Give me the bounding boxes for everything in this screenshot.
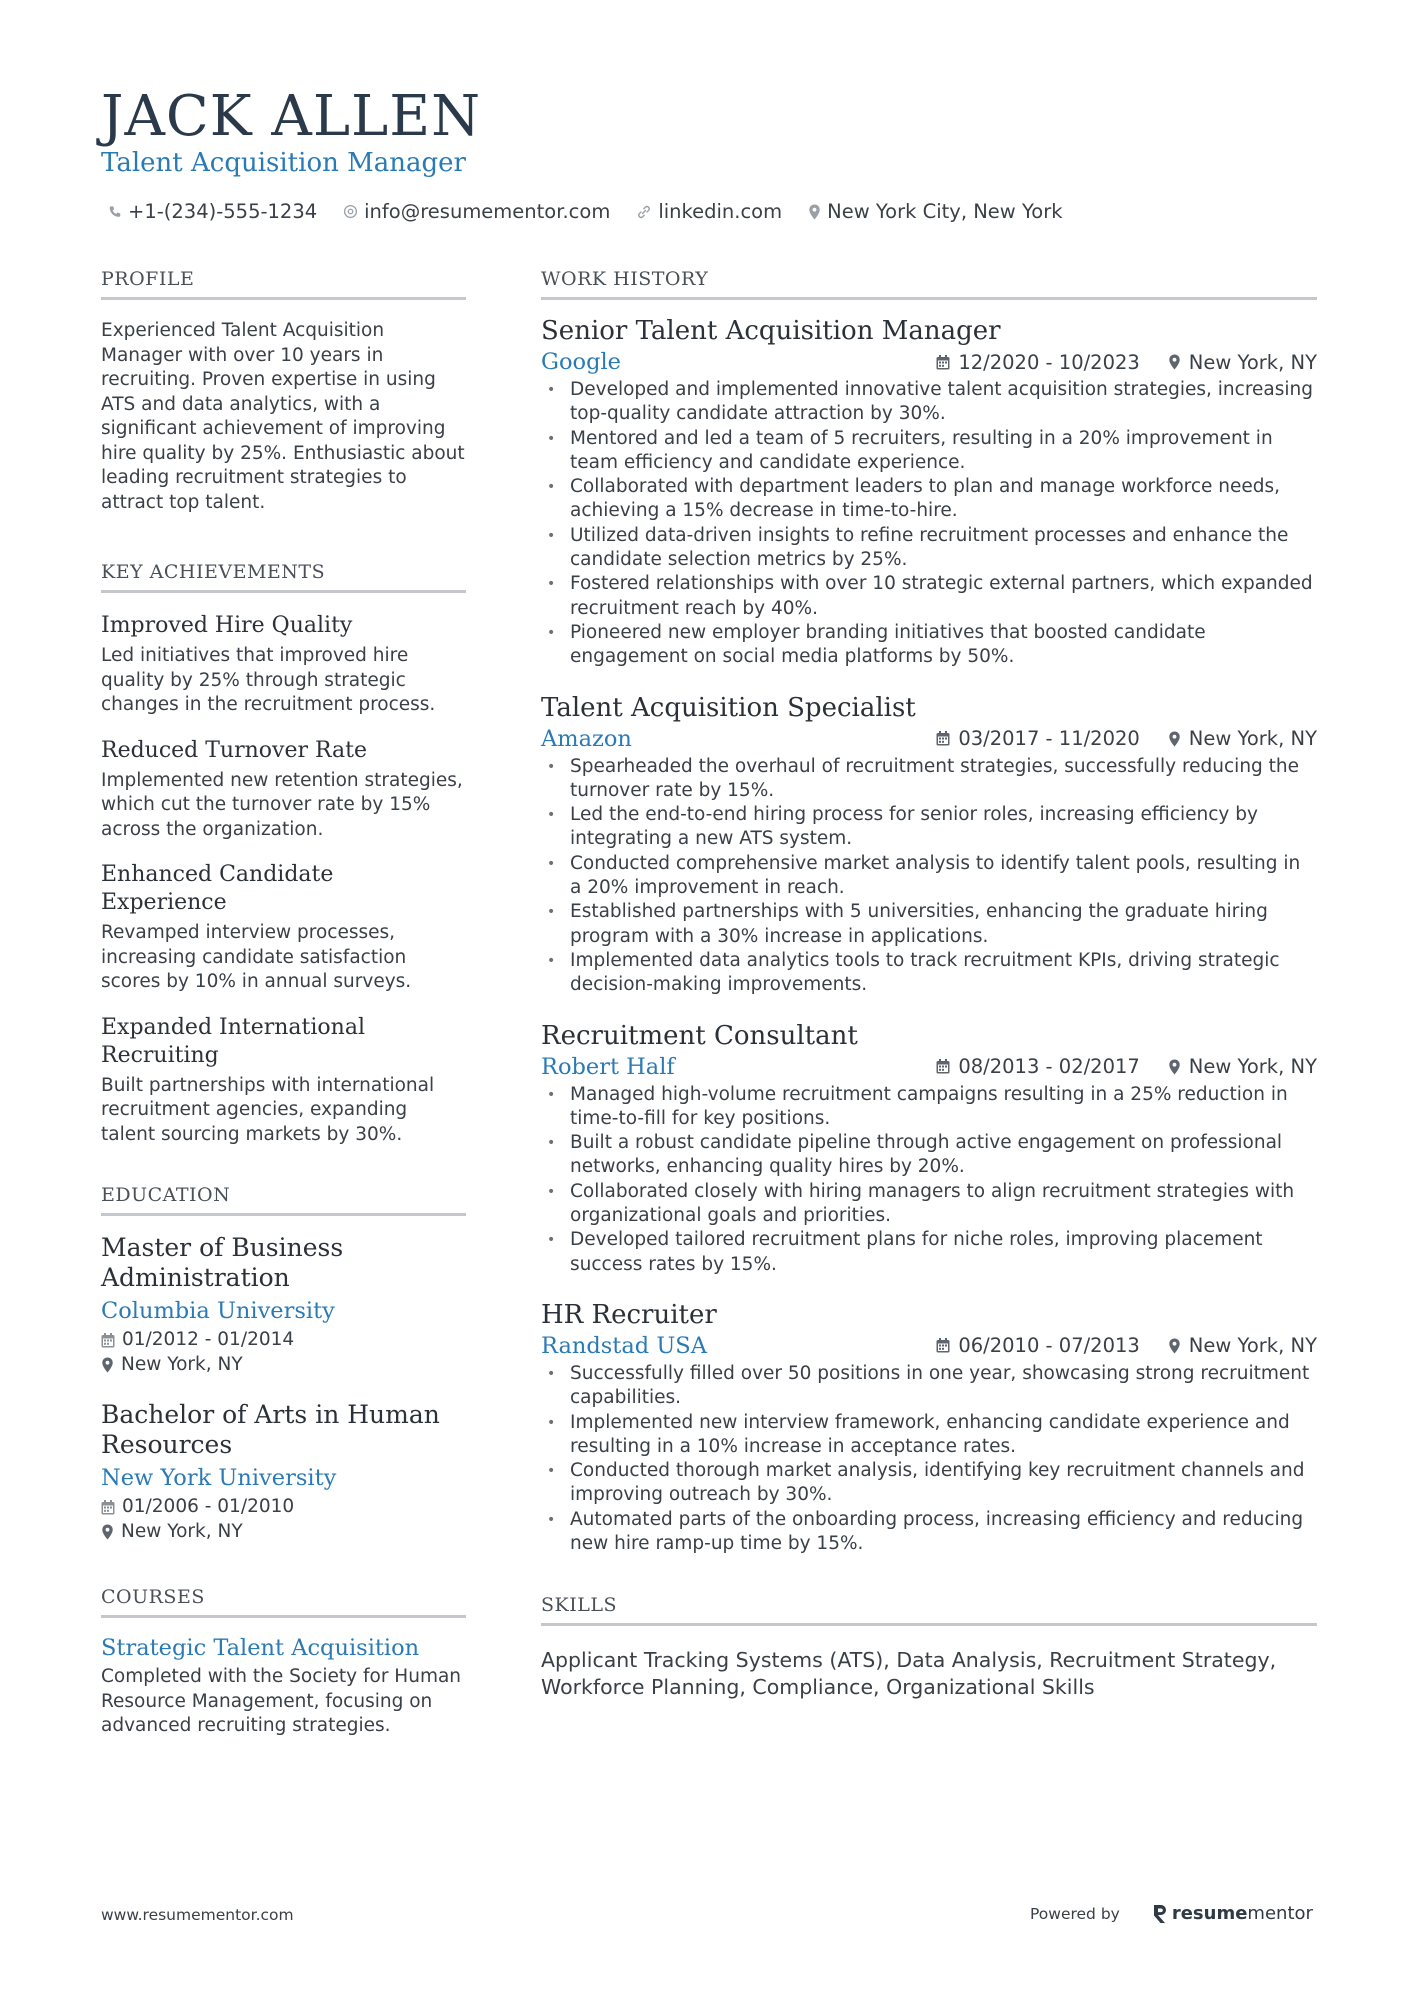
job-location — [1168, 727, 1317, 750]
contact-linkedin[interactable] — [636, 200, 782, 223]
dates-text: 08/2013 - 02/2017 — [958, 1055, 1140, 1079]
calendar-icon — [936, 1059, 950, 1074]
education-item — [101, 1233, 466, 1377]
achievement-title: Enhanced Candidate Experience — [101, 862, 334, 915]
bullet-item: • Conducted comprehensive market analysis to identify talent pools, resulting in a 20% improvement in reach. — [541, 852, 1317, 901]
achievement-item — [101, 612, 466, 718]
job-location — [1168, 1055, 1317, 1078]
achievement-text: Led initiatives that improved hire quality by 25% through strategic changes in the recruitment process. — [101, 645, 436, 715]
map-pin-icon — [1168, 1059, 1181, 1075]
achievement-title: Reduced Turnover Rate — [101, 737, 368, 763]
calendar-icon — [101, 1500, 115, 1515]
job-bullets — [541, 755, 1317, 998]
phone-icon — [108, 205, 122, 219]
achievement-text: Built partnerships with international recruitment agencies, expanding talent sourcing markets by 30%. — [101, 1074, 435, 1145]
company-name: Google — [541, 349, 621, 375]
bullet-item: • Developed and implemented innovative talent acquisition strategies, increasing top-quality candidate attraction by 30%. — [541, 378, 1317, 427]
bullet-item: • Collaborated closely with hiring managers to align recruitment strategies with organizational goals and priorities. — [541, 1180, 1317, 1229]
skills-section — [541, 1594, 1317, 1701]
job-bullets — [541, 1083, 1317, 1277]
email-text: info@resumementor.com — [364, 200, 611, 223]
achievements-heading: KEY ACHIEVEMENTS — [101, 561, 466, 593]
education-dates — [101, 1495, 466, 1520]
map-pin-icon — [101, 1524, 114, 1540]
dates-text: 12/2020 - 10/2023 — [958, 350, 1140, 374]
bullet-item: • Developed tailored recruitment plans for niche roles, improving placement success rates by 15%. — [541, 1228, 1317, 1277]
map-pin-icon — [101, 1357, 114, 1373]
work-history-heading: WORK HISTORY — [541, 268, 1317, 300]
job-title: Senior Talent Acquisition Manager — [541, 316, 1001, 346]
job-location — [1168, 1334, 1317, 1357]
location-text: New York City, New York — [827, 200, 1063, 223]
phone-text: +1-(234)-555-1234 — [128, 200, 318, 223]
bullet-item: • Pioneered new employer branding initiatives that boosted candidate engagement on social media platforms by 50%. — [541, 621, 1317, 670]
brand-logo[interactable] — [1152, 1903, 1313, 1924]
education-location — [101, 1353, 466, 1378]
courses-section — [101, 1586, 466, 1739]
achievement-item — [101, 1014, 466, 1148]
bullet-item: • Led the end-to-end hiring process for senior roles, increasing efficiency by integrating a new ATS system. — [541, 803, 1317, 852]
location-text: New York, NY — [121, 1520, 243, 1542]
bullet-item: • Implemented data analytics tools to track recruitment KPIs, driving strategic decision-making improvements. — [541, 949, 1317, 998]
courses-heading: COURSES — [101, 1586, 466, 1618]
job-dates — [936, 727, 1139, 750]
profile-heading: PROFILE — [101, 268, 466, 300]
bullet-item: • Established partnerships with 5 universities, enhancing the graduate hiring program with a 30% increase in applications. — [541, 900, 1317, 949]
candidate-title: Talent Acquisition Manager — [101, 148, 466, 178]
right-column — [541, 268, 1317, 1701]
contact-bar — [108, 200, 1089, 223]
bullet-item: • Spearheaded the overhaul of recruitment strategies, successfully reducing the turnover rate by 15%. — [541, 755, 1317, 804]
job-title: Talent Acquisition Specialist — [541, 692, 916, 723]
skills-heading: SKILLS — [541, 1594, 1317, 1626]
profile-section — [101, 268, 466, 515]
achievement-item — [101, 861, 466, 995]
course-text: Completed with the Society for Human Resource Management, focusing on advanced recruiting strategies. — [101, 1666, 462, 1736]
achievement-title: Expanded International Recruiting — [101, 1014, 365, 1068]
bullet-item: • Automated parts of the onboarding process, increasing efficiency and reducing new hire ramp-up time by 15%. — [541, 1508, 1317, 1557]
achievement-text: Revamped interview processes, increasing candidate satisfaction scores by 10% in annual surveys. — [101, 922, 412, 992]
dates-text: 03/2017 - 11/2020 — [958, 727, 1140, 751]
company-name: Amazon — [541, 725, 632, 752]
bullet-item: • Fostered relationships with over 10 strategic external partners, which expanded recruitment reach by 40%. — [541, 572, 1317, 621]
achievement-title: Improved Hire Quality — [101, 613, 353, 638]
contact-phone[interactable] — [108, 200, 317, 223]
company-name: Robert Half — [541, 1053, 675, 1080]
job-title: HR Recruiter — [541, 1299, 717, 1330]
location-text: New York, NY — [1188, 1055, 1317, 1079]
map-pin-icon — [1168, 354, 1181, 370]
brand-light: mentor — [1247, 1903, 1313, 1924]
education-section — [101, 1184, 466, 1544]
job-entry — [541, 1020, 1317, 1277]
job-bullets — [541, 378, 1317, 670]
powered-by — [1030, 1903, 1313, 1924]
footer-url[interactable]: www.resumementor.com — [101, 1906, 294, 1924]
contact-email[interactable] — [343, 200, 610, 223]
school-name: New York University — [101, 1465, 337, 1491]
job-dates — [936, 1055, 1139, 1078]
bullet-item: • Utilized data-driven insights to refine recruitment processes and enhance the candidate selection metrics by 25%. — [541, 524, 1317, 573]
location-text: New York, NY — [1188, 727, 1317, 751]
school-name: Columbia University — [101, 1298, 335, 1324]
powered-by-label: Powered by — [1030, 1904, 1120, 1923]
location-text: New York, NY — [1188, 1334, 1317, 1358]
achievement-item — [101, 737, 466, 843]
location-text: New York, NY — [1188, 350, 1317, 374]
location-text: New York, NY — [121, 1353, 243, 1375]
bullet-item: • Successfully filled over 50 positions in one year, showcasing strong recruitment capabilities. — [541, 1362, 1317, 1411]
skills-text: Applicant Tracking Systems (ATS), Data Analysis, Recruitment Strategy, Workforce Planning, Compliance, Organizational Skills — [541, 1648, 1277, 1700]
job-bullets — [541, 1362, 1317, 1556]
job-entry — [541, 315, 1317, 670]
contact-location — [808, 200, 1062, 223]
bullet-item: • Built a robust candidate pipeline through active engagement on professional networks, enhancing quality hires by 20%. — [541, 1131, 1317, 1180]
degree-title: Master of Business Administration — [101, 1233, 344, 1292]
job-dates — [936, 351, 1139, 374]
degree-title: Bachelor of Arts in Human Resources — [101, 1400, 440, 1459]
job-entry — [541, 1299, 1317, 1556]
education-heading: EDUCATION — [101, 1184, 466, 1216]
at-icon — [343, 204, 358, 219]
profile-text: Experienced Talent Acquisition Manager with over 10 years in recruiting. Proven expertise in using ATS and data analytics, with a significant achievement of improving hire quality by 25%. Enthusiastic about leading recruitment strategies to attract top talent. — [101, 320, 465, 513]
job-title: Recruitment Consultant — [541, 1020, 858, 1051]
linkedin-text: linkedin.com — [658, 200, 783, 223]
resumementor-logo-icon — [1152, 1904, 1168, 1924]
education-dates — [101, 1328, 466, 1353]
dates-text: 01/2012 - 01/2014 — [122, 1329, 295, 1350]
link-icon — [636, 204, 652, 220]
bullet-item: • Mentored and led a team of 5 recruiters, resulting in a 20% improvement in team efficiency and candidate experience. — [541, 427, 1317, 476]
calendar-icon — [101, 1333, 115, 1348]
course-item — [101, 1635, 466, 1739]
dates-text: 01/2006 - 01/2010 — [122, 1496, 295, 1517]
job-dates — [936, 1334, 1139, 1357]
bullet-item: • Managed high-volume recruitment campaigns resulting in a 25% reduction in time-to-fill for key positions. — [541, 1083, 1317, 1132]
calendar-icon — [936, 731, 950, 746]
map-pin-icon — [808, 204, 821, 220]
company-name: Randstad USA — [541, 1332, 707, 1359]
candidate-name: JACK ALLEN — [101, 84, 482, 149]
bullet-item: • Implemented new interview framework, enhancing candidate experience and resulting in a 10% increase in acceptance rates. — [541, 1411, 1317, 1460]
brand-bold: resume — [1171, 1903, 1248, 1924]
left-column — [101, 268, 466, 1739]
bullet-item: • Collaborated with department leaders to plan and manage workforce needs, achieving a 15% decrease in time-to-hire. — [541, 475, 1317, 524]
map-pin-icon — [1168, 731, 1181, 747]
course-title: Strategic Talent Acquisition — [101, 1635, 420, 1661]
achievement-text: Implemented new retention strategies, which cut the turnover rate by 15% across the organization. — [101, 769, 463, 840]
calendar-icon — [936, 1338, 950, 1353]
job-location — [1168, 351, 1317, 374]
calendar-icon — [936, 355, 950, 370]
map-pin-icon — [1168, 1338, 1181, 1354]
job-entry — [541, 692, 1317, 998]
dates-text: 06/2010 - 07/2013 — [958, 1334, 1140, 1358]
education-location — [101, 1520, 466, 1545]
bullet-item: • Conducted thorough market analysis, identifying key recruitment channels and improving outreach by 30%. — [541, 1459, 1317, 1508]
achievements-section — [101, 561, 466, 1147]
education-item — [101, 1400, 466, 1544]
